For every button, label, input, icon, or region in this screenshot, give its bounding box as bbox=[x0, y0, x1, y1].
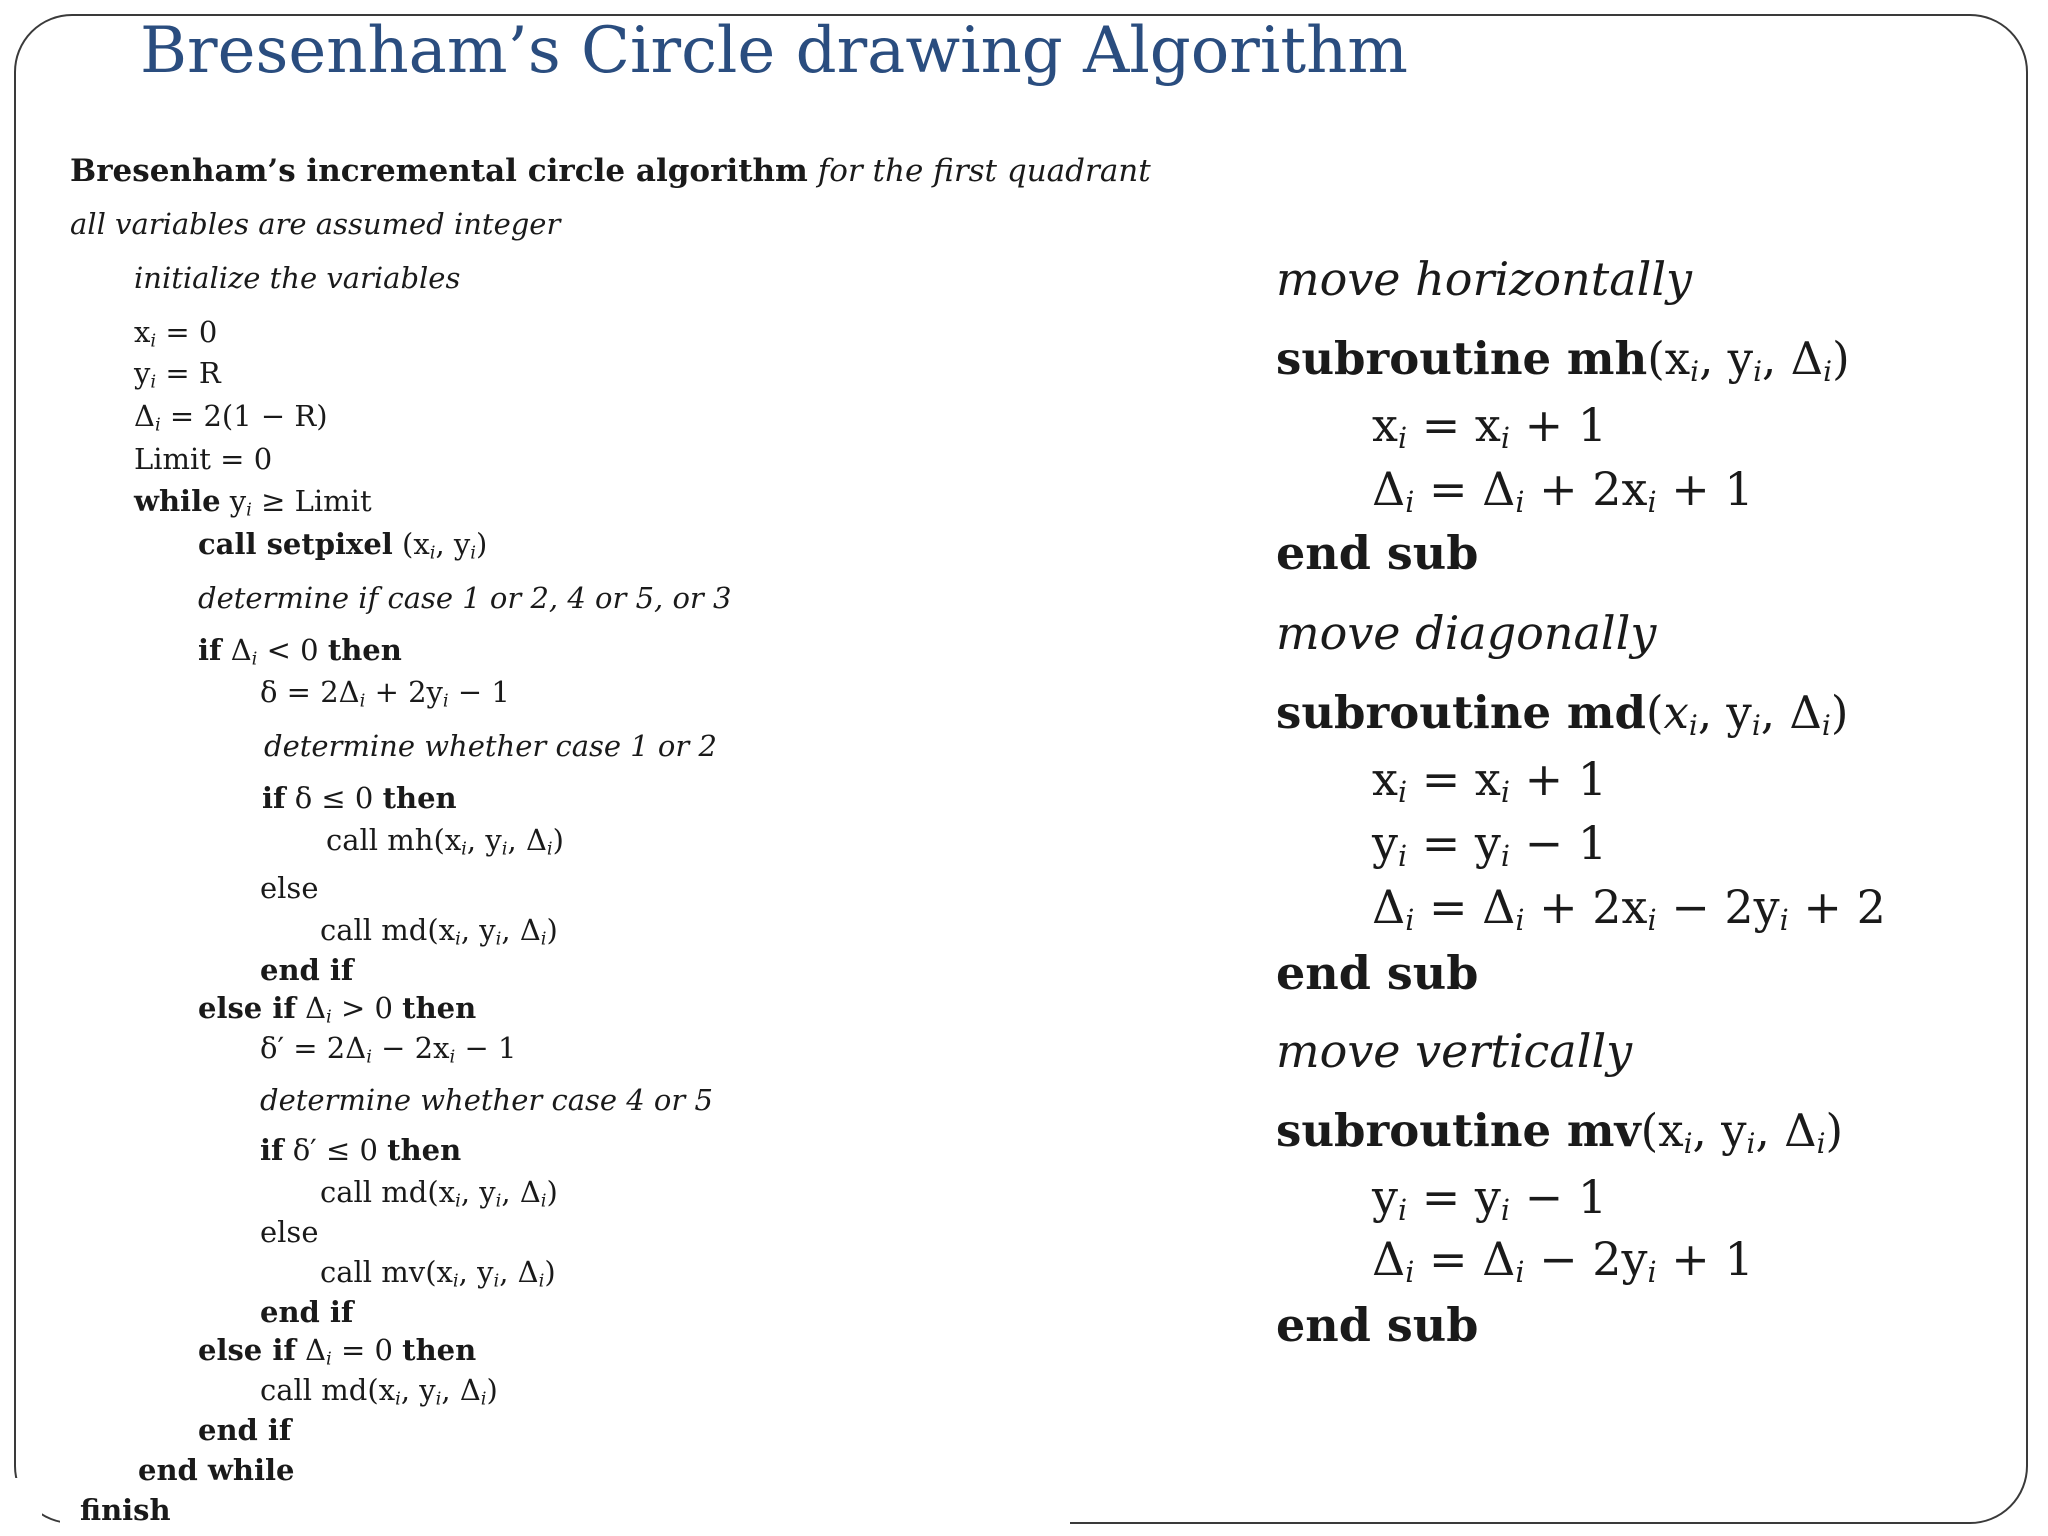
move-vertically-comment: move vertically bbox=[1276, 1024, 1633, 1078]
determine-12-comment: determine whether case 1 or 2 bbox=[264, 729, 717, 763]
init-comment: initialize the variables bbox=[134, 261, 461, 295]
determine-45-comment: determine whether case 4 or 5 bbox=[260, 1083, 713, 1117]
else-line-1: else bbox=[260, 871, 319, 905]
mv-delta-update: $\Delta_i = \Delta_i - 2y_i + 1$ bbox=[1372, 1232, 1754, 1290]
md-delta-update: $\Delta_i = \Delta_i + 2x_i - 2y_i + 2$ bbox=[1372, 880, 1886, 938]
subroutine-mv-line: subroutine $mv(x_i$, $y_i$, $\Delta_i$) bbox=[1276, 1104, 1844, 1160]
frame-gap-bottom bbox=[60, 1500, 1070, 1536]
limit-line: Limit = 0 bbox=[134, 442, 273, 476]
md-x-update: $x_i = x_i + 1$ bbox=[1372, 752, 1607, 810]
delta-prime-assign-line: $\delta' = 2\Delta_i - 2x_i - 1$ bbox=[260, 1031, 517, 1068]
algorithm-heading: Bresenham’s incremental circle algorithm for the first quadrant bbox=[70, 153, 1151, 189]
call-mh-line: call $mh(x_i$, $y_i$, $\Delta_i$) bbox=[326, 823, 564, 860]
init-y-line: $y_i = R$ bbox=[134, 356, 221, 393]
mh-delta-update: $\Delta_i = \Delta_i + 2x_i + 1$ bbox=[1372, 462, 1754, 520]
if-delta-negative-line: if $\Delta_i < 0$ then bbox=[198, 633, 402, 670]
subroutine-mh-line: subroutine $mh(x_i$, $y_i$, $\Delta_i$) bbox=[1276, 332, 1850, 388]
end-sub-mv: end sub bbox=[1276, 1298, 1479, 1352]
assumption-comment: all variables are assumed integer bbox=[70, 207, 561, 241]
call-mv-line: call $mv(x_i$, $y_i$, $\Delta_i$) bbox=[320, 1255, 556, 1292]
if-delta-le0-line: if δ ≤ 0 then bbox=[262, 781, 457, 815]
end-if-line-1: end if bbox=[260, 953, 354, 987]
else-if-zero-line: else if $\Delta_i = 0$ then bbox=[198, 1333, 477, 1370]
finish-line: finish bbox=[80, 1493, 171, 1527]
slide-title: Bresenham’s Circle drawing Algorithm bbox=[140, 14, 1408, 88]
call-md-line-2: call $md(x_i$, $y_i$, $\Delta_i$) bbox=[320, 1175, 558, 1212]
subroutine-md-line: subroutine $md(x_i$, $y_i$, $\Delta_i$) bbox=[1276, 686, 1849, 742]
md-y-update: $y_i = y_i - 1$ bbox=[1372, 816, 1608, 874]
end-while-line: end while bbox=[138, 1453, 295, 1487]
while-line: while $y_i$ ≥ Limit bbox=[134, 484, 372, 521]
end-sub-md: end sub bbox=[1276, 946, 1479, 1000]
end-if-line-3: end if bbox=[198, 1413, 292, 1447]
mv-y-update: $y_i = y_i - 1$ bbox=[1372, 1170, 1608, 1228]
determine-case-comment: determine if case 1 or 2, 4 or 5, or 3 bbox=[198, 581, 732, 615]
frame-gap-corner bbox=[0, 1478, 42, 1536]
delta-assign-line: $\delta = 2\Delta_i + 2y_i - 1$ bbox=[260, 675, 510, 712]
setpixel-line: call setpixel ($x_i$, $y_i$) bbox=[198, 527, 488, 564]
call-md-line-3: call $md(x_i$, $y_i$, $\Delta_i$) bbox=[260, 1373, 498, 1410]
init-x-line: $x_i = 0$ bbox=[134, 315, 218, 352]
end-sub-mh: end sub bbox=[1276, 526, 1479, 580]
init-delta-line: $\Delta_i = 2(1 - R)$ bbox=[134, 399, 328, 436]
if-delta-prime-le0-line: if δ′ ≤ 0 then bbox=[260, 1133, 462, 1167]
end-if-line-2: end if bbox=[260, 1295, 354, 1329]
else-line-2: else bbox=[260, 1215, 319, 1249]
call-md-line-1: call $md(x_i$, $y_i$, $\Delta_i$) bbox=[320, 913, 558, 950]
move-horizontally-comment: move horizontally bbox=[1276, 252, 1693, 306]
else-if-positive-line: else if $\Delta_i > 0$ then bbox=[198, 991, 477, 1028]
mh-x-update: $x_i = x_i + 1$ bbox=[1372, 398, 1607, 456]
move-diagonally-comment: move diagonally bbox=[1276, 606, 1657, 660]
